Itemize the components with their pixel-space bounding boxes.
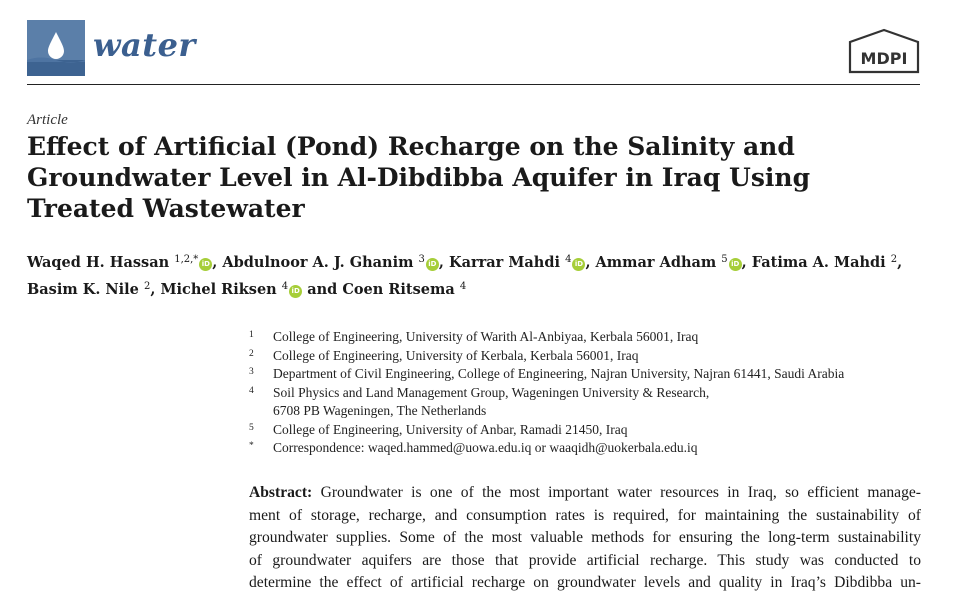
journal-header bbox=[27, 20, 920, 85]
abstract-line: ment of storage, recharge, and consumption rates is required, for maintaining the sustainability of bbox=[249, 506, 921, 524]
abstract-line: groundwater supplies. Some of the most valuable methods for ensuring the long-term sustainability bbox=[249, 529, 921, 546]
affiliation-item: 3 Department of Civil Engineering, College of Engineering, Najran University, Najran 61441, Saudi Arabia bbox=[249, 365, 929, 384]
orcid-icon[interactable]: iD bbox=[289, 285, 302, 298]
title-line: Groundwater Level in Al-Dibdibba Aquifer in Iraq Using bbox=[27, 163, 811, 192]
abstract-line: determine the effect of artificial recharge on groundwater levels and quality in Iraq’s Dibdibba un- bbox=[249, 574, 921, 591]
orcid-icon[interactable]: iD bbox=[572, 258, 585, 271]
article-type: Article bbox=[27, 112, 68, 128]
affiliation-item: 5 College of Engineering, University of Anbar, Ramadi 21450, Iraq bbox=[249, 421, 929, 440]
affiliation-item: 1 College of Engineering, University of Warith Al-Anbiyaa, Kerbala 56001, Iraq bbox=[249, 328, 929, 347]
title-line: Treated Wastewater bbox=[27, 194, 305, 223]
author-name[interactable]: Fatima A. Mahdi bbox=[751, 254, 886, 271]
affiliation-number: 1 bbox=[249, 330, 254, 340]
orcid-icon[interactable]: iD bbox=[426, 258, 439, 271]
affiliation-number: 3 bbox=[249, 367, 254, 377]
author-affil-sup: 4 bbox=[565, 254, 572, 265]
affiliation-item: 2 College of Engineering, University of Kerbala, Kerbala 56001, Iraq bbox=[249, 347, 929, 366]
author-affil-sup: 4 bbox=[459, 281, 467, 292]
orcid-icon[interactable]: iD bbox=[199, 258, 212, 271]
author-name[interactable]: Karrar Mahdi bbox=[449, 254, 560, 271]
mdpi-logo bbox=[848, 28, 920, 74]
author-line: Basim K. Nile $^2$, Michel Riksen $^4$ iD and Coen Ritsema $^4$ bbox=[27, 281, 467, 298]
abstract-line: Abstract: Groundwater is one of the most important water resources in Iraq, so efficient manage- bbox=[249, 484, 921, 501]
abstract bbox=[249, 482, 921, 595]
author-name[interactable]: Waqed H. Hassan bbox=[27, 254, 170, 271]
author-name[interactable]: Basim K. Nile bbox=[27, 281, 139, 298]
journal-name: water bbox=[93, 26, 196, 64]
affiliation-item: 4 Soil Physics and Land Management Group, Wageningen University & Research, 6708 PB Wageningen, The Netherlands bbox=[249, 384, 929, 421]
title-line: Effect of Artificial (Pond) Recharge on the Salinity and bbox=[27, 132, 795, 161]
abstract-line: of groundwater aquifers are those that provide artificial recharge. This study was conducted to bbox=[249, 551, 921, 569]
affiliation-number: 5 bbox=[249, 422, 254, 433]
author-affil-sup: 1,2,* bbox=[174, 254, 199, 265]
author-name[interactable]: Abdulnoor A. J. Ghanim bbox=[222, 254, 414, 271]
affiliation-number: 2 bbox=[249, 348, 254, 359]
author-name[interactable]: Michel Riksen bbox=[160, 281, 277, 298]
correspondence: * Correspondence: waqed.hammed@uowa.edu.iq or waaqidh@uokerbala.edu.iq bbox=[249, 439, 929, 458]
affiliation-list bbox=[249, 328, 929, 458]
author-affil-sup: 4 bbox=[281, 281, 289, 292]
author-name[interactable]: Coen Ritsema bbox=[342, 281, 455, 298]
publisher-name: MDPI bbox=[860, 49, 908, 68]
abstract-label: Abstract: bbox=[249, 484, 313, 501]
author-line: Waqed H. Hassan $^{1,2,*}$ iD , Abdulnoor A. J. Ghanim $^3$ iD , Karrar Mahdi $^4$ iD , Ammar Adham $^5$ iD , Fatima A. Mahdi $^2$, bbox=[27, 254, 903, 271]
author-affil-sup: 3 bbox=[418, 254, 425, 265]
author-affil-sup: 2 bbox=[890, 254, 898, 265]
affiliation-number: 4 bbox=[249, 385, 254, 396]
author-affil-sup: 5 bbox=[721, 254, 728, 265]
orcid-icon[interactable]: iD bbox=[729, 258, 742, 271]
water-drop-logo-icon bbox=[27, 20, 85, 76]
author-affil-sup: 2 bbox=[143, 281, 151, 292]
affiliation-number: * bbox=[249, 441, 254, 451]
author-name[interactable]: Ammar Adham bbox=[595, 254, 717, 271]
author-list bbox=[27, 248, 927, 302]
paper-title bbox=[27, 131, 927, 224]
